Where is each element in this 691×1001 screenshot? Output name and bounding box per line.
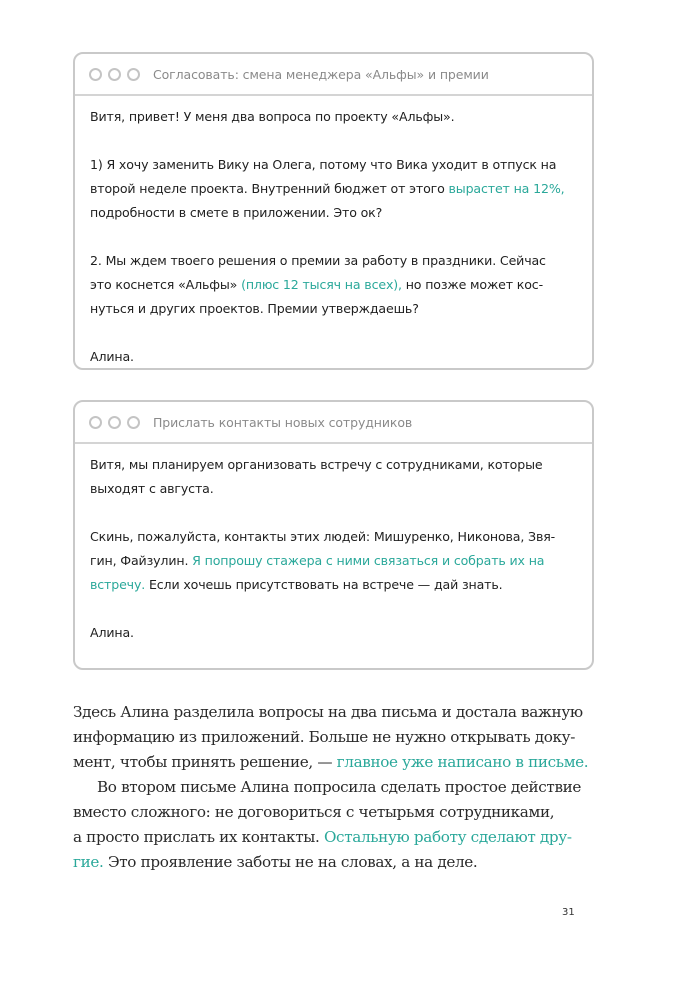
page-number: 31 bbox=[562, 907, 575, 918]
email-body bbox=[75, 444, 592, 645]
email-header bbox=[75, 54, 592, 96]
prose-line bbox=[73, 725, 593, 750]
email-line bbox=[90, 453, 592, 477]
email-line bbox=[90, 549, 592, 573]
text-segment: Это проявление заботы не на словах, а на деле. bbox=[103, 853, 478, 871]
prose-line bbox=[73, 850, 593, 875]
email-line bbox=[90, 177, 592, 201]
text-segment: информацию из приложений. Больше не нужно открывать доку- bbox=[73, 728, 576, 746]
text-segment: 1) Я хочу заменить Вику на Олега, потому что Вика уходит в отпуск на bbox=[90, 157, 557, 172]
email-line bbox=[90, 273, 592, 297]
email-line bbox=[90, 297, 592, 321]
text-segment: Скинь, пожалуйста, контакты этих людей: Мишуренко, Никонова, Звя- bbox=[90, 529, 556, 544]
text-segment: подробности в смете в приложении. Это ок? bbox=[90, 205, 383, 220]
window-dot-icon bbox=[89, 68, 102, 81]
highlighted-text: вырастет на 12%, bbox=[448, 181, 565, 196]
text-segment: а просто прислать их контакты. bbox=[73, 828, 324, 846]
paragraph-gap bbox=[90, 501, 592, 525]
email-line bbox=[90, 573, 592, 597]
text-segment: Во втором письме Алина попросила сделать простое действие bbox=[97, 778, 582, 796]
text-segment: это коснется «Альфы» bbox=[90, 277, 242, 292]
prose-line bbox=[73, 750, 593, 775]
text-segment: Если хочешь присутствовать на встрече — дай знать. bbox=[145, 577, 503, 592]
email-line bbox=[90, 525, 592, 549]
prose-line bbox=[73, 825, 593, 850]
prose-line bbox=[73, 800, 593, 825]
paragraph-gap bbox=[90, 321, 592, 345]
paragraph-gap bbox=[90, 129, 592, 153]
window-dot-icon bbox=[108, 416, 121, 429]
email-line bbox=[90, 249, 592, 273]
highlighted-text: Остальную работу сделают дру- bbox=[323, 828, 572, 846]
email-subject: Согласовать: смена менеджера «Альфы» и премии bbox=[153, 66, 489, 82]
text-segment: вместо сложного: не договориться с четырьмя сотрудниками, bbox=[73, 803, 555, 821]
text-segment: Витя, привет! У меня два вопроса по проекту «Альфы». bbox=[90, 109, 455, 124]
text-segment: выходят с августа. bbox=[90, 481, 214, 496]
highlighted-text: встречу. bbox=[90, 577, 146, 592]
window-dot-icon bbox=[127, 68, 140, 81]
paragraph-gap bbox=[90, 225, 592, 249]
highlighted-text: (плюс 12 тысяч на всех), bbox=[241, 277, 402, 292]
window-dot-icon bbox=[89, 416, 102, 429]
text-segment: но позже может кос- bbox=[401, 277, 543, 292]
text-segment: Витя, мы планируем организовать встречу с сотрудниками, которые bbox=[90, 457, 543, 472]
email-card-contacts bbox=[73, 400, 594, 670]
window-dot-icon bbox=[108, 68, 121, 81]
text-segment: Алина. bbox=[90, 625, 134, 640]
text-segment: мент, чтобы принять решение, — bbox=[73, 753, 337, 771]
email-card-approval bbox=[73, 52, 594, 370]
body-text bbox=[73, 700, 593, 875]
text-segment: гин, Файзулин. bbox=[90, 553, 193, 568]
highlighted-text: главное уже написано в письме. bbox=[336, 753, 589, 771]
email-line bbox=[90, 621, 592, 645]
text-segment: 2. Мы ждем твоего решения о премии за работу в праздники. Сейчас bbox=[90, 253, 546, 268]
email-line bbox=[90, 153, 592, 177]
text-segment: нуться и других проектов. Премии утверждаешь? bbox=[90, 301, 419, 316]
window-dot-icon bbox=[127, 416, 140, 429]
email-subject: Прислать контакты новых сотрудников bbox=[153, 414, 413, 430]
text-segment: второй неделе проекта. Внутренний бюджет от этого bbox=[90, 181, 449, 196]
email-line bbox=[90, 477, 592, 501]
paragraph-gap bbox=[90, 597, 592, 621]
prose-line bbox=[73, 700, 593, 725]
email-header bbox=[75, 402, 592, 444]
email-line bbox=[90, 345, 592, 369]
email-body bbox=[75, 96, 592, 369]
text-segment: Алина. bbox=[90, 349, 134, 364]
prose-line bbox=[73, 775, 593, 800]
email-line bbox=[90, 105, 592, 129]
text-segment: Здесь Алина разделила вопросы на два письма и достала важную bbox=[73, 703, 583, 721]
highlighted-text: Я попрошу стажера с ними связаться и собрать их на bbox=[192, 553, 545, 568]
highlighted-text: гие. bbox=[73, 853, 104, 871]
email-line bbox=[90, 201, 592, 225]
